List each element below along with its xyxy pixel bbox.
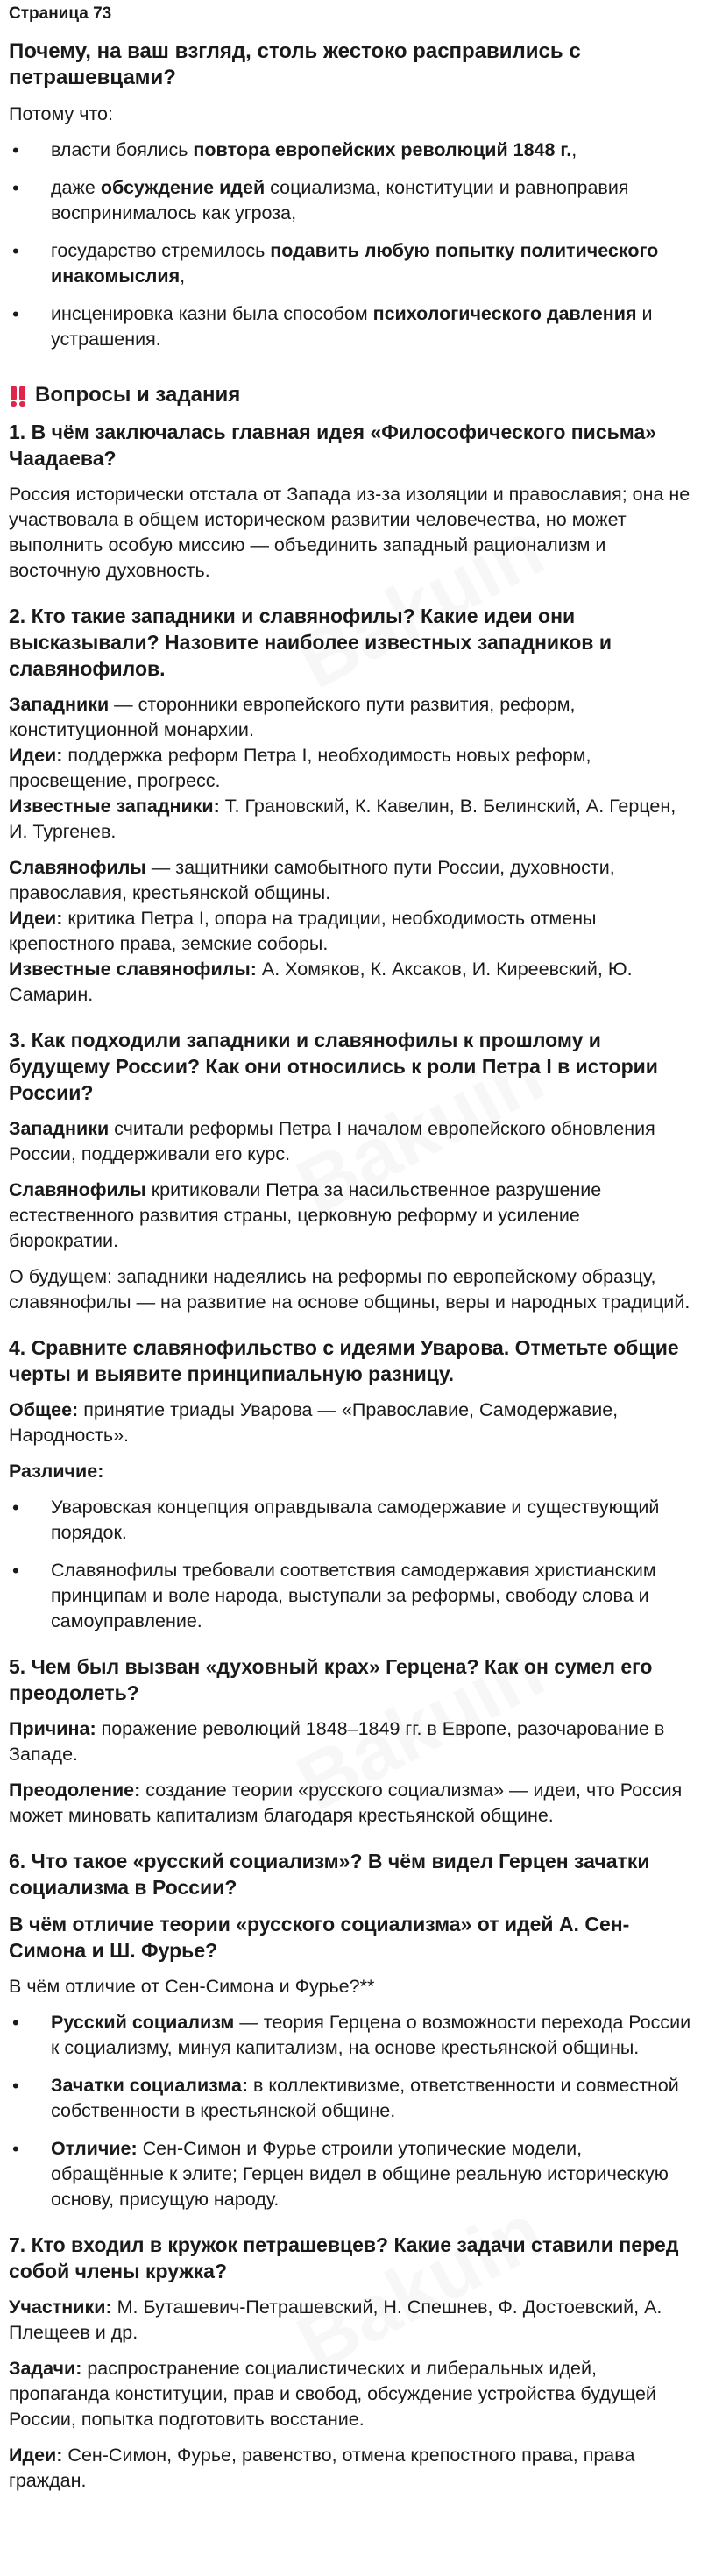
question-7-members: Участники: М. Буташевич-Петрашевский, Н. Спешнев, Ф. Достоевский, А. Плещеев и др. xyxy=(9,2296,662,2343)
question-1-title: 1. В чём заключалась главная идея «Философического письма» Чаадаева? xyxy=(9,421,657,470)
intro-list xyxy=(9,138,692,352)
list-item: • Русский социализм — теория Герцена о возможности перехода России к социализму, минуя капитализм, на основе крестьянской общины. xyxy=(51,2010,692,2061)
question-3-westerners: Западники считали реформы Петра I началом европейского обновления России, поддерживали его курс. xyxy=(9,1118,655,1164)
list-item: • Славянофилы требовали соответствия самодержавия христианским принципам и воле народа, выступали за реформы, свободу слова и самоуправление. xyxy=(51,1558,692,1634)
question-6-note: В чём отличие от Сен-Симона и Фурье?** xyxy=(9,1976,375,1997)
list-item: • Уваровская концепция оправдывала самодержавие и существующий порядок. xyxy=(51,1495,692,1546)
question-3-title: 3. Как подходили западники и славянофилы к прошлому и будущему России? Как они относились к роли Петра I в истории России? xyxy=(9,1029,658,1104)
question-5-title: 5. Чем был вызван «духовный крах» Герцена? Как он сумел его преодолеть? xyxy=(9,1655,653,1704)
page-number-label: Страница 73 xyxy=(9,4,112,23)
intro-question: Почему, на ваш взгляд, столь жестоко расправились с петрашевцами? xyxy=(9,39,581,89)
section-title: Вопросы и задания xyxy=(35,383,241,407)
question-2-title: 2. Кто такие западники и славянофилы? Какие идеи они высказывали? Назовите наиболее известных западников и славянофилов. xyxy=(9,605,612,680)
list-item: • власти боялись повтора европейских революций 1848 г., xyxy=(51,138,692,163)
list-item: • государство стремилось подавить любую попытку политического инакомыслия, xyxy=(51,238,692,289)
question-4-title: 4. Сравните славянофильство с идеями Уварова. Отметьте общие черты и выявите принципиальную разницу. xyxy=(9,1336,679,1385)
question-5-cause: Причина: поражение революций 1848–1849 гг. в Европе, разочарование в Западе. xyxy=(9,1718,665,1765)
list-item: • Зачатки социализма: в коллективизме, ответственности и совместной собственности в крестьянской общине. xyxy=(51,2073,692,2124)
slavophiles-known: Известные славянофилы: А. Хомяков, К. Аксаков, И. Киреевский, Ю. Самарин. xyxy=(9,959,633,1005)
intro-lead: Потому что: xyxy=(9,103,113,124)
list-item: • Отличие: Сен-Симон и Фурье строили утопические модели, обращённые к элите; Герцен видел в общине реальную историческую основу, присущую народу. xyxy=(51,2136,692,2212)
question-7-title: 7. Кто входил в кружок петрашевцев? Какие задачи ставили перед собой члены кружка? xyxy=(9,2233,679,2282)
question-6-subtitle: В чём отличие теории «русского социализма» от идей А. Сен-Симона и Ш. Фурье? xyxy=(9,1913,630,1962)
westerners-definition: Западники — сторонники европейского пути развития, реформ, конституционной монархии. xyxy=(9,694,576,740)
westerners-known: Известные западники: Т. Грановский, К. Кавелин, В. Белинский, А. Герцен, И. Тургенев. xyxy=(9,796,676,842)
slavophiles-definition: Славянофилы — защитники самобытного пути России, духовности, православия, крестьянской общины. xyxy=(9,857,615,903)
question-7-tasks: Задачи: распространение социалистических и либеральных идей, пропаганда конституции, прав и свобод, обсуждение устройства будущей России, попытка подготовить восстание. xyxy=(9,2358,656,2430)
question-7-ideas: Идеи: Сен-Симон, Фурье, равенство, отмена крепостного права, права граждан. xyxy=(9,2445,635,2491)
question-3-slavophiles: Славянофилы критиковали Петра за насильственное разрушение естественного развития страны, церковную реформу и усиление бюрократии. xyxy=(9,1179,602,1251)
question-4-list xyxy=(9,1495,692,1634)
question-6-list xyxy=(9,2010,692,2212)
westerners-ideas: Идеи: поддержка реформ Петра I, необходимость новых реформ, просвещение, прогресс. xyxy=(9,745,591,791)
question-3-future: О будущем: западники надеялись на реформы по европейскому образцу, славянофилы — на развитие на основе общины, веры и народных традиций. xyxy=(9,1266,690,1313)
question-4-common: Общее: принятие триады Уварова — «Православие, Самодержавие, Народность». xyxy=(9,1399,619,1446)
section-heading xyxy=(9,382,692,408)
question-6-title: 6. Что такое «русский социализм»? В чём видел Герцен зачатки социализма в России? xyxy=(9,1850,650,1899)
question-4-difference-label: Различие: xyxy=(9,1461,104,1482)
question-1-answer: Россия исторически отстала от Запада из-за изоляции и православия; она не участвовала в общем историческом развитии человечества, но может выполнить особую миссию — объединить западный рационализм и восточную духовность. xyxy=(9,484,690,581)
question-5-overcome: Преодоление: создание теории «русского социализма» — идеи, что Россия может миновать капитализм благодаря крестьянской общине. xyxy=(9,1780,683,1826)
list-item: • даже обсуждение идей социализма, конституции и равноправия воспринималось как угроза, xyxy=(51,175,692,226)
slavophiles-ideas: Идеи: критика Петра I, опора на традиции, необходимость отмены крепостного права, земские соборы. xyxy=(9,908,597,954)
list-item: • инсценировка казни была способом психологического давления и устрашения. xyxy=(51,301,692,352)
double-exclamation-icon xyxy=(9,384,30,407)
